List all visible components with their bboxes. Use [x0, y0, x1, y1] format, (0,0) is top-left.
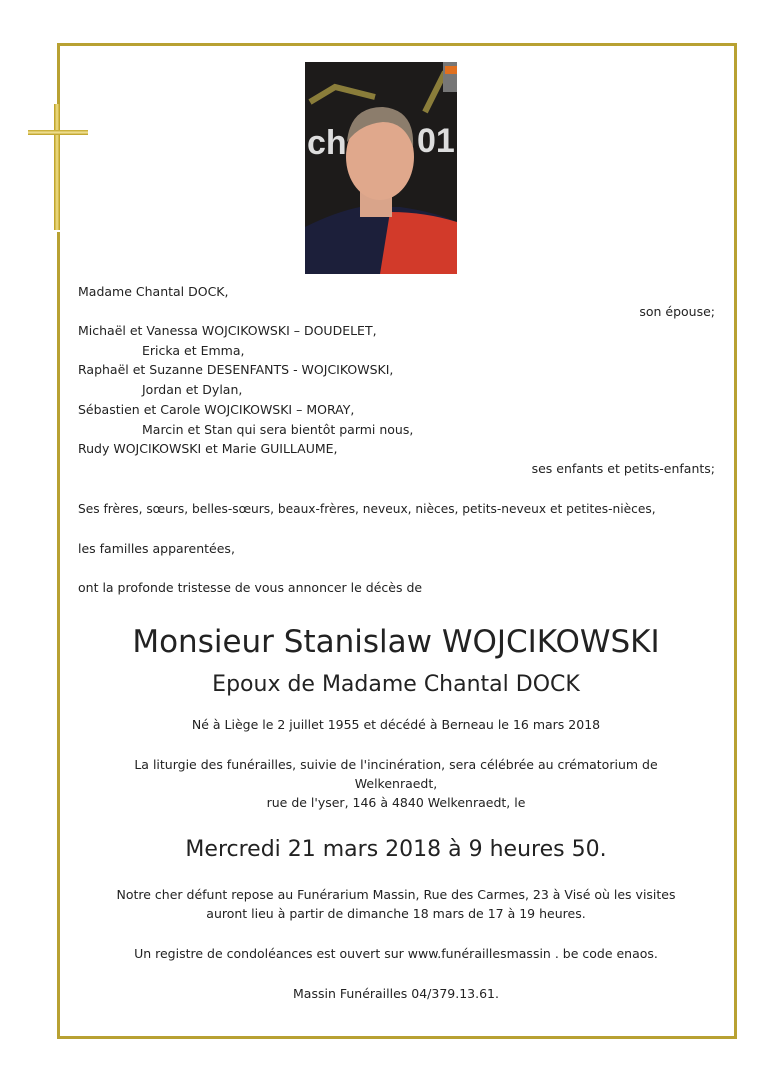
family-line: Marcin et Stan qui sera bientôt parmi nous, [142, 422, 414, 437]
ceremony-line: rue de l'yser, 146 à 4840 Welkenraedt, le [266, 795, 526, 810]
children-role: ses enfants et petits-enfants; [531, 461, 715, 476]
visits-line: auront lieu à partir de dimanche 18 mars de 17 à 19 heures. [206, 906, 586, 921]
family-line: Ericka et Emma, [142, 343, 245, 358]
family-line: Rudy WOJCIKOWSKI et Marie GUILLAUME, [78, 441, 338, 456]
deceased-name: Monsieur Stanislaw WOJCIKOWSKI [132, 624, 660, 660]
related-families: les familles apparentées, [78, 541, 235, 556]
cross-icon [26, 104, 90, 232]
family-line: Michaël et Vanessa WOJCIKOWSKI – DOUDELET, [78, 323, 377, 338]
svg-text:01: 01 [417, 122, 455, 160]
condolences: Un registre de condoléances est ouvert sur www.funéraillesmassin . be code enaos. [134, 946, 658, 961]
siblings: Ses frères, sœurs, belles-sœurs, beaux-frères, neveux, nièces, petits-neveux et petites-nièces, [78, 502, 656, 516]
family-line: Raphaël et Suzanne DESENFANTS - WOJCIKOWSKI, [78, 362, 394, 377]
visits-line: Notre cher défunt repose au Funérarium Massin, Rue des Carmes, 23 à Visé où les visites [116, 887, 676, 902]
svg-text:ch: ch [307, 124, 347, 162]
spouse-name: Madame Chantal DOCK, [78, 284, 229, 299]
spouse-of: Epoux de Madame Chantal DOCK [212, 672, 580, 697]
ceremony-datetime: Mercredi 21 mars 2018 à 9 heures 50. [185, 837, 607, 862]
portrait-photo [305, 62, 457, 274]
family-line: Jordan et Dylan, [142, 382, 243, 397]
family-line: Sébastien et Carole WOJCIKOWSKI – MORAY, [78, 402, 355, 417]
birth-death: Né à Liège le 2 juillet 1955 et décédé à Berneau le 16 mars 2018 [191, 717, 601, 732]
spouse-role: son épouse; [639, 304, 715, 319]
ceremony-line: La liturgie des funérailles, suivie de l'incinération, sera célébrée au crématorium de [134, 757, 658, 772]
announcement: ont la profonde tristesse de vous annoncer le décès de [78, 580, 423, 595]
ceremony-line: Welkenraedt, [354, 776, 438, 791]
funeral-home: Massin Funérailles 04/379.13.61. [293, 986, 499, 1001]
